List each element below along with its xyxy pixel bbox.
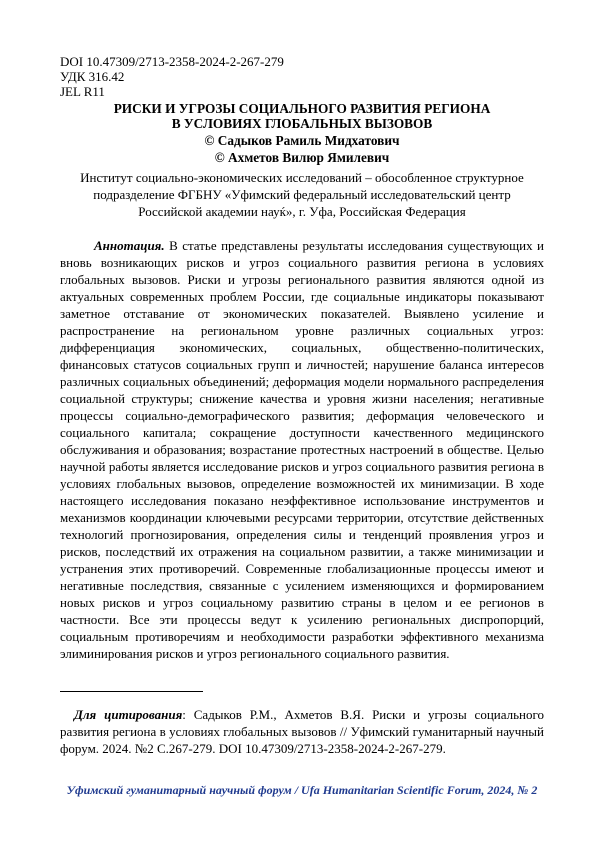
institution-line-1: Институт социально-экономических исследований – обособленное структурное — [80, 170, 524, 185]
journal-footer: Уфимский гуманитарный научный форум / Ufa Humanitarian Scientific Forum, 2024, № 2 — [66, 783, 538, 797]
citation-label: Для цитирования — [74, 707, 183, 722]
footnote-divider — [60, 691, 203, 692]
article-title-line-2: В УСЛОВИЯХ ГЛОБАЛЬНЫХ ВЫЗОВОВ — [171, 116, 433, 131]
citation-block — [60, 706, 544, 757]
doi-line: DOI 10.47309/2713-2358-2024-2-267-279 — [60, 54, 284, 69]
author-1: © Садыков Рамиль Мидхатович — [204, 133, 400, 148]
abstract — [60, 237, 544, 662]
citation-text: : Садыков Р.М., Ахметов В.Я. Риски и угрозы социального развития региона в условиях глобальных вызовов // Уфимский гуманитарный научный форум. 2024. №2 С.267-279. DOI 10.47309/2713-2358-2024-2-267-279. — [60, 707, 544, 756]
abstract-text: В статье представлены результаты исследования существующих и вновь возникающих рисков и угроз социального развития региона в условиях глобальных вызовов. Риски и угрозы регионального развития являются одной из актуальных современных проблем России, где социальные индикаторы показывают заметное отставание от экономических показателей. Выявлено усиление и распространение на региональном уровне различных социальных угроз: дифференциация экономических, социальных, общественно-политических, финансовых статусов социальных групп и личностей; нарушение баланса интересов различных социальных объединений; деформация модели нормального распределения социальной структуры; снижение качества и уровня жизни населения; негативные процессы социально-демографического развития; деформация человеческого и социального капитала; сокращение доступности качественного медицинского обслуживания и образования; возрастание протестных настроений в обществе. Целью научной работы является исследование рисков и угроз социального развития региона в условиях глобальных вызовов, определение возможностей их минимизации. В ходе настоящего исследования показано неэффективное использование инструментов и механизмов координации ключевыми ресурсами территории, отсутствие действенных технологий прогнозирования, определения силы и тенденций проявления угроз и рисков, последствий их отражения на социальном развитии, а также минимизации и устранения этих противоречий. Современные глобализационные процессы имеют и негативные последствия, связанные с усилением изменяющихся и формированием новых рисков и угроз социальному развитию страны в целом и ее регионов в частности. Все эти процессы ведут к усилению региональных диспропорций, социальным противоречиям и необходимости разработки эффективного механизма элиминирования рисков и угроз регионального социального развития. — [60, 238, 544, 661]
institution-line-3: Российской академии науќ», г. Уфа, Российская Федерация — [138, 204, 466, 219]
institution-line-2: подразделение ФГБНУ «Уфимский федеральный исследовательский центр — [93, 187, 511, 202]
udk-line: УДК 316.42 — [60, 69, 125, 84]
author-2: © Ахметов Вилюр Ямилевич — [214, 150, 390, 165]
article-title-line-1: РИСКИ И УГРОЗЫ СОЦИАЛЬНОГО РАЗВИТИЯ РЕГИОНА — [113, 101, 491, 116]
jel-line: JEL R11 — [60, 84, 105, 99]
abstract-label: Аннотация. — [94, 238, 165, 253]
